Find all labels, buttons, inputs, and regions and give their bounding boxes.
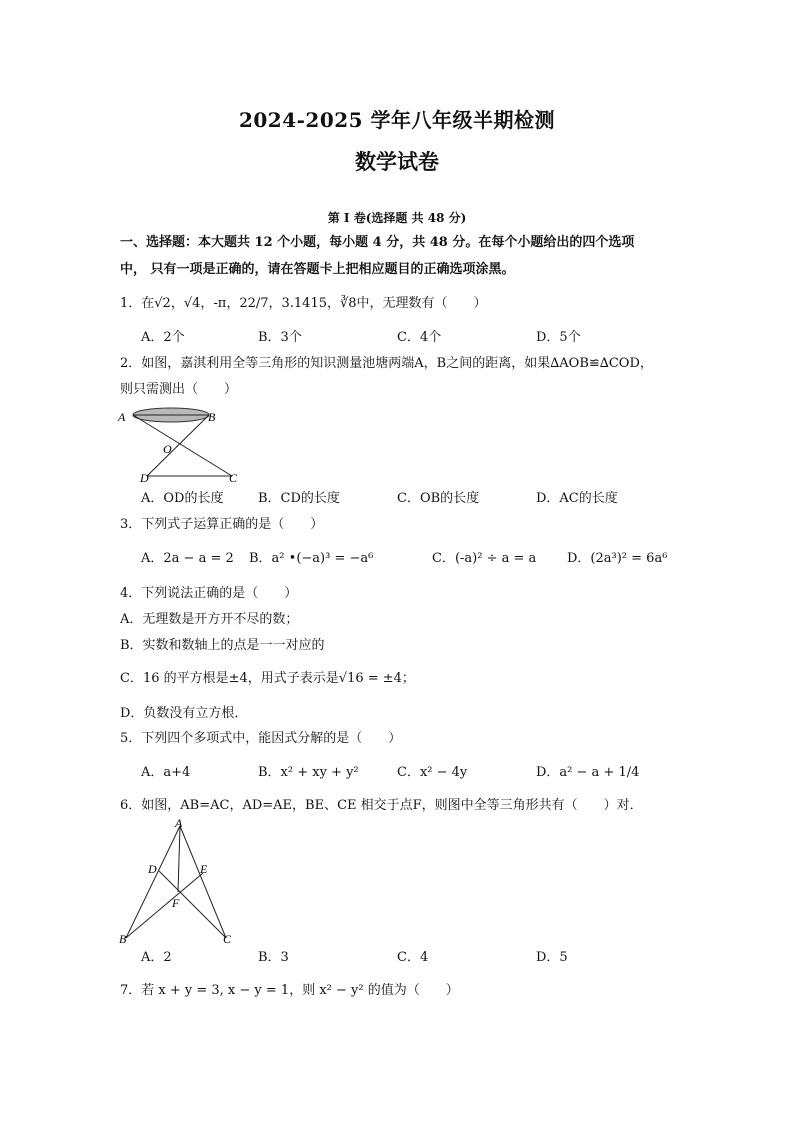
q5-option-a: A．a+4 [141, 765, 191, 780]
q2-option-a: A．OD的长度 [141, 491, 224, 506]
label-d: D [148, 862, 157, 876]
q1-option-a: A．2个 [141, 330, 185, 345]
q4-statement-a: A．无理数是开方开不尽的数； [120, 612, 299, 627]
q4-statement-b: B．实数和数轴上的点是一一对应的 [120, 638, 325, 653]
q3-option-d: D．(2a³)² = 6a⁶ [567, 551, 668, 566]
q1-option-d: D．5个 [536, 330, 581, 345]
segment-af [178, 826, 180, 892]
triangle-abc-figure [116, 816, 240, 946]
label-f: F [172, 896, 180, 910]
q2-stem-line-2: 则只需测出（ ） [120, 382, 238, 397]
pond-triangle-figure [116, 402, 246, 486]
q4-stem: 4．下列说法正确的是（ ） [120, 586, 298, 601]
section-heading: 第 I 卷(选择题 共 48 分) [327, 211, 467, 225]
q5-option-b: B．x² + xy + y² [258, 765, 359, 780]
label-c: C [229, 471, 238, 485]
exam-title: 2024-2025 学年八年级半期检测 [238, 108, 556, 132]
segment-be [126, 873, 203, 938]
segment-ab [126, 826, 180, 938]
q6-option-d: D．5 [536, 950, 568, 965]
label-a: A [175, 816, 183, 830]
q2-option-b: B．CD的长度 [258, 491, 340, 506]
segment-bd [147, 415, 209, 476]
instruction-line-2: 中， 只有一项是正确的，请在答题卡上把相应题目的正确选项涂黑。 [120, 262, 515, 277]
label-b: B [119, 932, 127, 946]
q5-option-c: C．x² − 4y [397, 765, 468, 780]
label-b: B [208, 410, 216, 424]
segment-ac [180, 826, 226, 938]
q7-stem: 7．若 x + y = 3, x − y = 1，则 x² − y² 的值为（ ） [120, 983, 459, 998]
exam-subject: 数学试卷 [355, 149, 439, 174]
q1-option-c: C．4个 [397, 330, 442, 345]
label-a: A [118, 410, 126, 424]
q2-option-d: D．AC的长度 [536, 491, 618, 506]
q2-option-c: C．OB的长度 [397, 491, 480, 506]
label-c: C [223, 932, 232, 946]
q6-option-c: C．4 [397, 950, 429, 965]
q3-option-c: C．(-a)² ÷ a = a [432, 551, 537, 566]
q4-statement-d: D．负数没有立方根． [120, 706, 248, 721]
q6-stem: 6．如图，AB=AC，AD=AE，BE、CE 相交于点F，则图中全等三角形共有（ ）对． [120, 798, 643, 813]
label-d: D [140, 471, 149, 485]
q3-stem: 3．下列式子运算正确的是（ ） [120, 517, 324, 532]
q6-option-b: B．3 [258, 950, 289, 965]
label-e: E [200, 862, 208, 876]
q1-stem: 1．在√2，√4，-π，22/7，3.1415，∛8中，无理数有（ ） [120, 296, 487, 311]
q2-stem-line-1: 2．如图，嘉淇利用全等三角形的知识测量池塘两端A，B之间的距离，如果∆AOB≌∆COD， [120, 356, 653, 371]
instruction-line-1: 一、选择题：本大题共 12 个小题，每小题 4 分，共 48 分。在每个小题给出的四个选项 [120, 235, 635, 250]
q3-option-b: B．a² •(−a)³ = −a⁶ [249, 551, 374, 566]
segment-cd [159, 871, 226, 938]
q4-statement-c: C．16 的平方根是±4，用式子表示是√16 = ±4； [120, 671, 415, 686]
q1-option-b: B．3个 [258, 330, 302, 345]
q5-option-d: D．a² − a + 1/4 [536, 765, 640, 780]
q3-option-a: A．2a − a = 2 [141, 551, 234, 566]
q5-stem: 5．下列四个多项式中，能因式分解的是（ ） [120, 731, 402, 746]
q6-option-a: A．2 [141, 950, 172, 965]
segment-ac [133, 415, 232, 476]
label-o: O [163, 442, 172, 456]
